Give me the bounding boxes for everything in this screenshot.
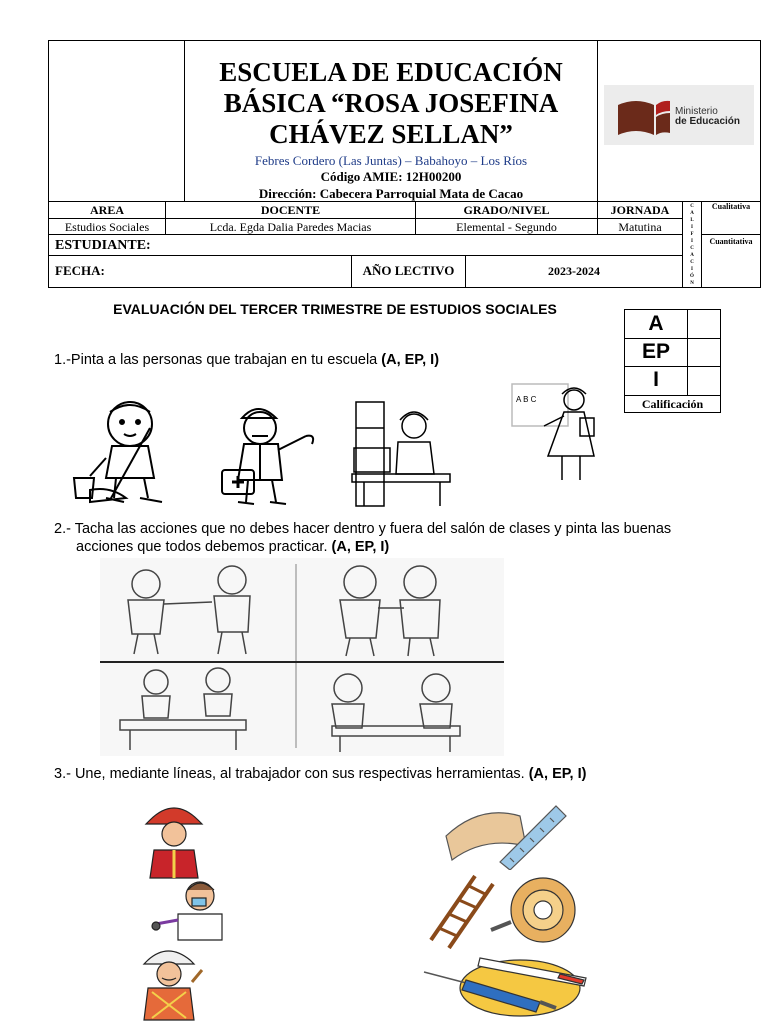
secretary-illustration <box>350 398 455 508</box>
exam-title: EVALUACIÓN DEL TERCER TRIMESTRE DE ESTUDIOS SOCIALES <box>113 301 557 317</box>
grade-a: A <box>648 312 664 335</box>
grado-value: Elemental - Segundo <box>456 220 557 234</box>
logo-text-2: de Educación <box>675 116 741 127</box>
estudiante-label: ESTUDIANTE: <box>55 238 151 253</box>
area-value: Estudios Sociales <box>64 220 150 234</box>
jornada-label: JORNADA <box>610 203 670 217</box>
question-3: 3.- Une, mediante líneas, al trabajador con sus respectivas herramientas. (A, EP, I) <box>54 766 587 782</box>
ano-lectivo-value: 2023-2024 <box>548 264 600 278</box>
board-text: A B C <box>516 395 537 404</box>
behavior-grid <box>100 558 504 756</box>
grade-caption: Calificación <box>641 397 704 411</box>
grade-i: I <box>653 368 659 391</box>
header-table <box>48 40 761 288</box>
jornada-value: Matutina <box>618 220 662 234</box>
cuantitativa-label: Cuantitativa <box>709 237 753 246</box>
ladder-hose-illustration <box>425 870 585 950</box>
syringe-thermometer-illustration <box>410 950 590 1022</box>
grade-ep: EP <box>641 340 670 363</box>
amie-code: Código AMIE: 12H00200 <box>320 169 462 184</box>
ministry-logo <box>604 85 754 145</box>
school-address: Dirección: Cabecera Parroquial Mata de Cacao <box>258 186 524 201</box>
doctor-illustration <box>218 398 326 510</box>
grado-label: GRADO/NIVEL <box>463 203 550 217</box>
calificacion-vertical: C A L I F I C A C I Ó N <box>690 204 694 286</box>
firefighter-illustration <box>140 800 210 880</box>
school-location: Febres Cordero (Las Juntas) – Babahoyo – Los Ríos <box>254 153 528 168</box>
question-2-line2: acciones que todos debemos practicar. (A, EP, I) <box>76 539 390 555</box>
logo-text-1: Ministerio <box>675 106 718 117</box>
school-name-line3: CHÁVEZ SELLAN” <box>269 119 513 149</box>
grade-box <box>624 309 721 413</box>
area-label: AREA <box>89 203 124 217</box>
school-name-line2: BÁSICA “ROSA JOSEFINA <box>223 88 559 118</box>
divider <box>597 41 598 201</box>
docente-value: Lcda. Egda Dalia Paredes Macias <box>209 220 372 234</box>
question-1: 1.-Pinta a las personas que trabajan en tu escuela (A, EP, I) <box>54 352 440 368</box>
teacher-illustration <box>508 378 606 488</box>
fecha-label: FECHA: <box>55 263 105 278</box>
blueprint-ruler-illustration <box>440 800 570 870</box>
school-name-line1: ESCUELA DE EDUCACIÓN <box>219 57 563 87</box>
cualitativa-label: Cualitativa <box>711 202 751 211</box>
builder-illustration <box>136 942 206 1022</box>
docente-label: DOCENTE <box>260 203 321 217</box>
ano-lectivo-label: AÑO LECTIVO <box>362 263 455 278</box>
question-2-line1: 2.- Tacha las acciones que no debes hacer dentro y fuera del salón de clases y pinta las buenas <box>54 521 672 537</box>
doctor-worker-illustration <box>148 876 228 942</box>
janitor-illustration <box>70 398 185 510</box>
